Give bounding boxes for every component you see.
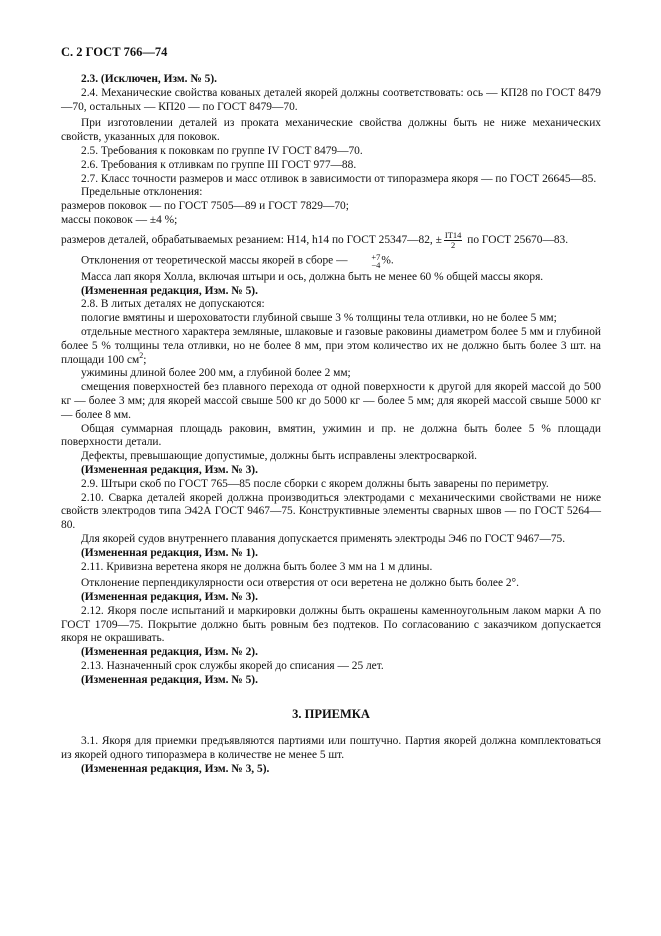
revision-note-5a: (Измененная редакция, Изм. № 5). xyxy=(81,284,258,297)
limits-machined-text-end: по ГОСТ 25670—83. xyxy=(467,233,569,246)
limits-mass: массы поковок — ±4 %; xyxy=(61,213,178,226)
revision-note-3-5: (Измененная редакция, Изм. № 3, 5). xyxy=(81,763,270,776)
clause-2-11-perpendicularity: Отклонение перпендикулярности оси отверстия от оси веретена не должно быть более 2°. xyxy=(81,577,519,590)
hall-anchor-mass: Масса лап якоря Холла, включая штыри и ось, должна быть не менее 60 % общей массы якоря. xyxy=(81,270,544,283)
clause-2-8-item-b xyxy=(61,326,601,367)
clause-2-4: 2.4. Механические свойства кованых деталей якорей должны соответствовать: ось — КП28 по ГОСТ 8479—70, остальных — КП20 — по ГОСТ 8479—70. xyxy=(61,86,601,113)
fraction-denominator: 2 xyxy=(451,239,456,250)
clause-2-7: 2.7. Класс точности размеров и масс отливок в зависимости от типоразмера якоря — по ГОСТ 26645—85. xyxy=(81,172,597,185)
clause-2-8: 2.8. В литых деталях не допускаются: xyxy=(81,298,265,311)
clause-2-9: 2.9. Штыри скоб по ГОСТ 765—85 после сборки с якорем должны быть заварены по периметру. xyxy=(81,477,549,490)
tolerance-minus: −4 xyxy=(371,259,381,270)
revision-note-5b: (Измененная редакция, Изм. № 5). xyxy=(81,673,258,686)
clause-2-10-inland: Для якорей судов внутреннего плавания допускается применять электроды Э46 по ГОСТ 9467—75. xyxy=(81,532,566,545)
revision-note-3b: (Измененная редакция, Изм. № 3). xyxy=(81,591,258,604)
revision-note-3a: (Измененная редакция, Изм. № 3). xyxy=(81,463,258,476)
clause-2-8-item-b-text: отдельные местного характера земляные, шлаковые и газовые раковины диаметром более 5 мм и глубиной более 5 % толщины тела отливки, но не более 8 мм, при этом количество их не должно быть более 3 шт. на площади 100 см xyxy=(61,325,601,366)
clause-2-8-item-d: смещения поверхностей без плавного перехода от одной поверхности к другой для якорей массой до 500 кг — более 3 мм; для якорей массой свыше 500 кг до 5000 кг — более 5 мм; для якорей массой свыше 5000 кг — более 8 мм. xyxy=(61,381,601,421)
document-body xyxy=(61,73,601,777)
revision-note-2: (Измененная редакция, Изм. № 2). xyxy=(81,646,258,659)
clause-3-1: 3.1. Якоря для приемки предъявляются партиями или поштучно. Партия якорей должна комплектоваться из якорей одного типоразмера в количестве не менее 5 шт. xyxy=(61,735,601,762)
theoretical-mass-text: Отклонения от теоретической массы якорей в сборе — xyxy=(81,254,348,267)
clause-2-8-item-c: ужимины длиной более 200 мм, а глубиной более 2 мм; xyxy=(81,367,351,380)
limits-forgings: размеров поковок — по ГОСТ 7505—89 и ГОСТ 7829—70; xyxy=(61,200,349,213)
clause-2-8-item-b-end: ; xyxy=(143,353,147,366)
clause-2-12: 2.12. Якоря после испытаний и маркировки должны быть окрашены каменноугольным лаком марки А по ГОСТ 1709—75. Покрытие должно быть ровным без подтеков. По согласованию с заказчиком допускается якоря не окрашивать. xyxy=(61,604,601,645)
section-heading-acceptance: 3. ПРИЕМКА xyxy=(292,706,370,721)
clause-2-5: 2.5. Требования к поковкам по группе IV ГОСТ 8479—70. xyxy=(81,144,363,157)
tolerance-stack xyxy=(351,253,380,269)
clause-2-6: 2.6. Требования к отливкам по группе III ГОСТ 977—88. xyxy=(81,158,357,171)
clause-2-8-item-a: пологие вмятины и шероховатости глубиной свыше 3 % толщины тела отливки, но не более 5 мм; xyxy=(81,312,557,325)
clause-2-3: 2.3. (Исключен, Изм. № 5). xyxy=(81,73,217,85)
limits-heading: Предельные отклонения: xyxy=(81,186,203,199)
theoretical-mass-deviation xyxy=(61,253,601,269)
clause-2-10: 2.10. Сварка деталей якорей должна производиться электродами с механическими свойствами не ниже свойств электродов типа Э42А ГОСТ 9467—75. Конструктивные элементы сварных швов — по ГОСТ 5264—80. xyxy=(61,491,601,532)
limits-machined-text: размеров деталей, обрабатываемых резанием: H14, h14 по ГОСТ 25347—82, ± xyxy=(61,233,442,246)
clause-2-13: 2.13. Назначенный срок службы якорей до списания — 25 лет. xyxy=(81,660,384,673)
fraction-numerator: IT14 xyxy=(444,229,462,240)
cm2-superscript: 2 xyxy=(139,350,144,360)
theoretical-mass-unit: %. xyxy=(381,254,394,267)
clause-2-8-total-area: Общая суммарная площадь раковин, вмятин, ужимин и пр. не должна быть более 5 % площади поверхности детали. xyxy=(61,422,601,449)
clause-2-8-defects: Дефекты, превышающие допустимые, должны быть исправлены электросваркой. xyxy=(81,450,478,463)
tolerance-plus: +7 xyxy=(371,251,381,262)
it14-fraction xyxy=(444,231,463,250)
limits-machined xyxy=(61,231,601,250)
revision-note-1: (Измененная редакция, Изм. № 1). xyxy=(81,546,258,559)
clause-2-11: 2.11. Кривизна веретена якоря не должна быть более 3 мм на 1 м длины. xyxy=(81,560,433,573)
page-header: С. 2 ГОСТ 766—74 xyxy=(61,45,168,59)
clause-2-4-note: При изготовлении деталей из проката механические свойства должны быть не ниже механических свойств, указанных для поковок. xyxy=(61,117,601,144)
